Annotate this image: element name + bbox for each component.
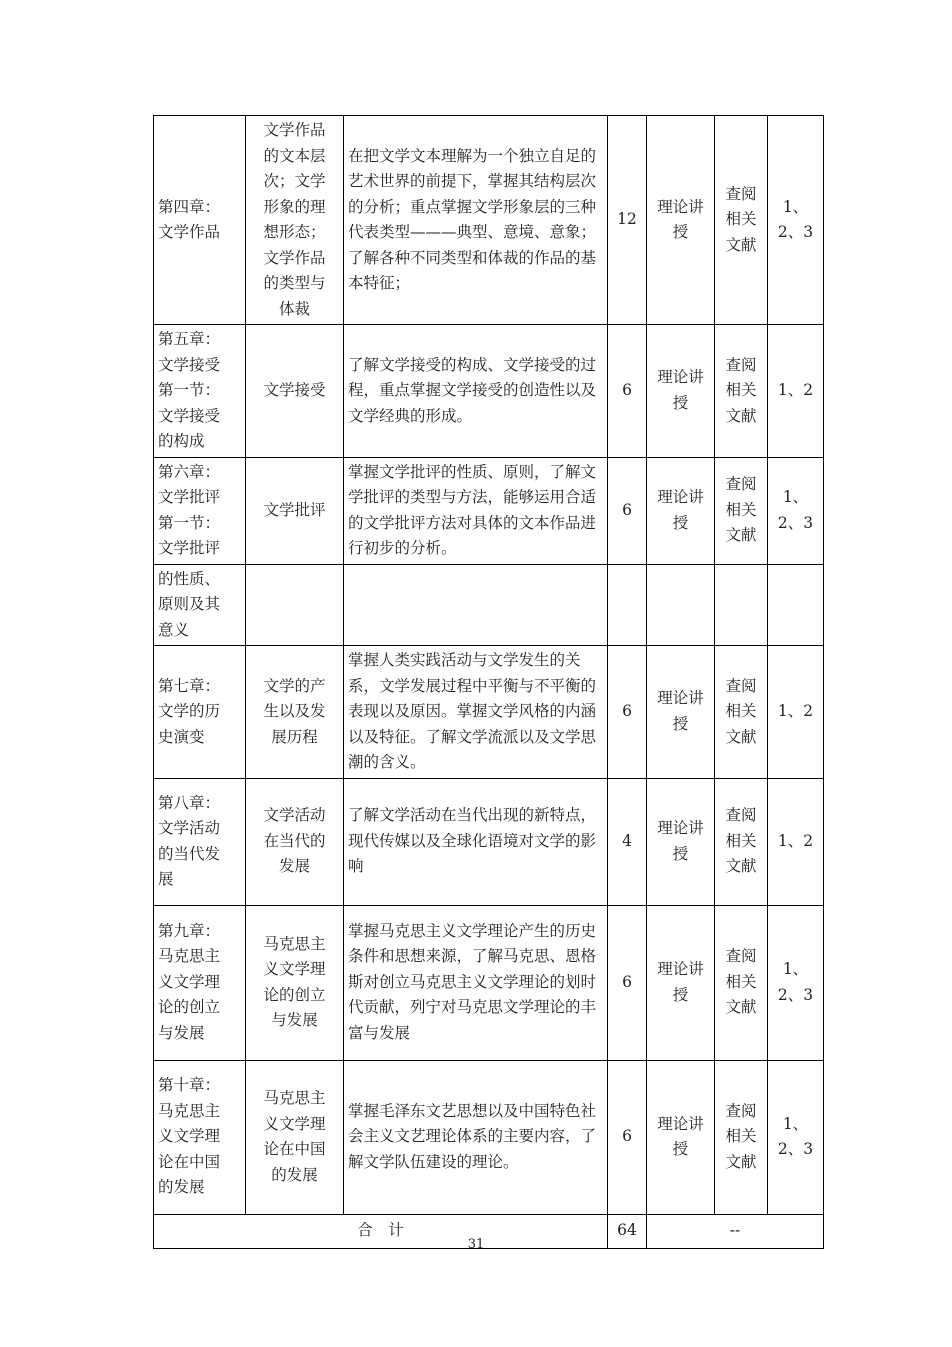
- hours-cell: 6: [608, 646, 647, 779]
- method-cell: 理论讲 授: [647, 325, 715, 458]
- topic-cell: 文学活动 在当代的 发展: [246, 778, 344, 905]
- hours-cell: [608, 564, 647, 646]
- hours-cell: 6: [608, 1060, 647, 1214]
- refs-cell: 1、 2、3: [768, 116, 824, 325]
- topic-cell: 马克思主 义文学理 论的创立 与发展: [246, 905, 344, 1060]
- method-cell: 理论讲 授: [647, 116, 715, 325]
- chapter-cell: 的性质、 原则及其 意义: [154, 564, 246, 646]
- topic-cell: 马克思主 义文学理 论在中国 的发展: [246, 1060, 344, 1214]
- table-row: [154, 457, 824, 564]
- self-study-cell: 查阅 相关 文献: [715, 646, 768, 779]
- topic-cell: [246, 564, 344, 646]
- self-study-cell: 查阅 相关 文献: [715, 905, 768, 1060]
- method-cell: 理论讲 授: [647, 778, 715, 905]
- method-cell: [647, 564, 715, 646]
- self-study-cell: 查阅 相关 文献: [715, 457, 768, 564]
- hours-cell: 4: [608, 778, 647, 905]
- refs-cell: [768, 564, 824, 646]
- table-row: [154, 325, 824, 458]
- table-row: [154, 646, 824, 779]
- refs-cell: 1、2: [768, 778, 824, 905]
- page-number: 31: [467, 1237, 485, 1252]
- total-hours-cell: 64: [608, 1214, 647, 1248]
- requirement-cell: 掌握马克思主义文学理论产生的历史条件和思想来源，了解马克思、恩格斯对创立马克思主义文学理论的划时代贡献，列宁对马克思文学理论的丰富与发展: [344, 905, 608, 1060]
- requirement-cell: 掌握人类实践活动与文学发生的关系，文学发展过程中平衡与不平衡的表现以及原因。掌握文学风格的内涵以及特征。了解文学流派以及文学思潮的含义。: [344, 646, 608, 779]
- topic-cell: 文学接受: [246, 325, 344, 458]
- total-label-cell: 合 计: [154, 1214, 608, 1248]
- total-rest-cell: --: [647, 1214, 824, 1248]
- self-study-cell: 查阅 相关 文献: [715, 1060, 768, 1214]
- refs-cell: 1、 2、3: [768, 1060, 824, 1214]
- hours-cell: 12: [608, 116, 647, 325]
- table-row: [154, 905, 824, 1060]
- requirement-cell: 了解文学活动在当代出现的新特点，现代传媒以及全球化语境对文学的影响: [344, 778, 608, 905]
- requirement-cell: 掌握毛泽东文艺思想以及中国特色社会主义文艺理论体系的主要内容，了解文学队伍建设的理论。: [344, 1060, 608, 1214]
- requirement-cell: 掌握文学批评的性质、原则，了解文学批评的类型与方法，能够运用合适的文学批评方法对具体的文本作品进行初步的分析。: [344, 457, 608, 564]
- chapter-cell: 第八章： 文学活动 的当代发 展: [154, 778, 246, 905]
- refs-cell: 1、2: [768, 325, 824, 458]
- table-row: [154, 778, 824, 905]
- requirement-cell: 了解文学接受的构成、文学接受的过程，重点掌握文学接受的创造性以及文学经典的形成。: [344, 325, 608, 458]
- topic-cell: 文学的产 生以及发 展历程: [246, 646, 344, 779]
- refs-cell: 1、 2、3: [768, 457, 824, 564]
- hours-cell: 6: [608, 905, 647, 1060]
- requirement-cell: 在把文学文本理解为一个独立自足的艺术世界的前提下，掌握其结构层次的分析；重点掌握文学形象层的三种代表类型———典型、意境、意象；了解各种不同类型和体裁的作品的基本特征；: [344, 116, 608, 325]
- self-study-cell: [715, 564, 768, 646]
- chapter-cell: 第六章： 文学批评 第一节： 文学批评: [154, 457, 246, 564]
- refs-cell: 1、2: [768, 646, 824, 779]
- method-cell: 理论讲 授: [647, 646, 715, 779]
- hours-cell: 6: [608, 325, 647, 458]
- method-cell: 理论讲 授: [647, 457, 715, 564]
- chapter-cell: 第四章： 文学作品: [154, 116, 246, 325]
- syllabus-table: [153, 115, 824, 1249]
- table-row: [154, 1060, 824, 1214]
- chapter-cell: 第七章： 文学的历 史演变: [154, 646, 246, 779]
- hours-cell: 6: [608, 457, 647, 564]
- method-cell: 理论讲 授: [647, 905, 715, 1060]
- self-study-cell: 查阅 相关 文献: [715, 116, 768, 325]
- chapter-cell: 第九章： 马克思主 义文学理 论的创立 与发展: [154, 905, 246, 1060]
- table-row: [154, 564, 824, 646]
- self-study-cell: 查阅 相关 文献: [715, 325, 768, 458]
- topic-cell: 文学批评: [246, 457, 344, 564]
- refs-cell: 1、 2、3: [768, 905, 824, 1060]
- method-cell: 理论讲 授: [647, 1060, 715, 1214]
- table-row: [154, 116, 824, 325]
- topic-cell: 文学作品 的文本层 次；文学 形象的理 想形态； 文学作品 的类型与 体裁: [246, 116, 344, 325]
- requirement-cell: [344, 564, 608, 646]
- chapter-cell: 第五章： 文学接受 第一节： 文学接受 的构成: [154, 325, 246, 458]
- self-study-cell: 查阅 相关 文献: [715, 778, 768, 905]
- chapter-cell: 第十章： 马克思主 义文学理 论在中国 的发展: [154, 1060, 246, 1214]
